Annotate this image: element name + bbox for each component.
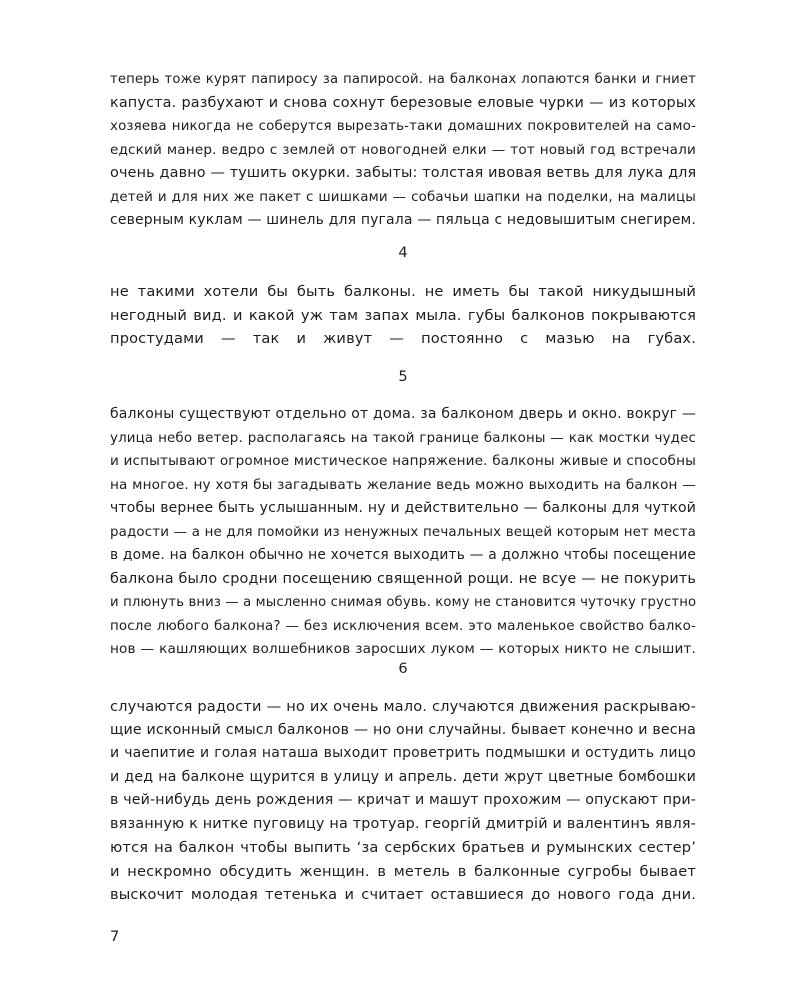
text-line: радости — а не для помойки из ненужных печальных вещей которым нет места [110,524,696,540]
text-line: и испытывают огромное мистическое напряжение. балконы живые и способны [110,453,696,469]
text-line: ются на балкон чтобы выпить ‘за сербских братьев и румынских сестер’ [110,839,696,856]
text-line: негодный вид. и какой уж там запах мыла. губы балконов покрываются [110,306,696,324]
text-line: случаются радости — но их очень мало. случаются движения раскрываю- [110,698,696,715]
text-line: улица небо ветер. располагаясь на такой границе балконы — как мостки чудес [110,430,696,446]
text-line: вязанную к нитке пуговицу на тротуар. георгiй дмитрiй и валентинъ явля- [110,815,696,832]
text-line: в доме. на балкон обычно не хочется выходить — а должно чтобы посещение [110,547,696,563]
text-line: капуста. разбухают и снова сохнут березовые еловые чурки — из которых [110,94,696,111]
text-line: едский манер. ведро с землей от новогодней елки — тот новый год встречали [110,141,696,158]
section-number: 4 [398,244,408,261]
text-line: нов — кашляющих волшебников заросших луком — которых никто не слышит. [110,641,696,657]
text-line: балкона было сродни посещению священной рощи. не всуе — не покурить [110,570,696,587]
section-number: 6 [398,660,408,677]
text-line: балконы существуют отдельно от дома. за балконом дверь и окно. вокруг — [110,406,696,422]
page-number: 7 [110,928,120,945]
text-line: и дед на балконе щурится в улицу и апрель. дети жрут цветные бомбошки [110,768,696,785]
text-line: простудами — так и живут — постоянно с мазью на губах. [110,330,696,347]
text-line: выскочит молодая тетенька и считает оставшиеся до нового года дни. [110,886,696,903]
paragraph-section-3 [110,68,696,233]
text-line: теперь тоже курят папиросу за папиросой. на балконах лопаются банки и гниет [110,72,696,87]
text-line: и чаепитие и голая наташа выходит проветрить подмышки и остудить лицо [110,745,696,761]
text-line: не такими хотели бы быть балконы. не иметь бы такой никудышный [110,283,696,300]
paragraph-section-6 [110,695,696,907]
text-line: детей и для них же пакет с шишками — собачьи шапки на поделки, на малицы [110,189,696,205]
text-line: и плюнуть вниз — а мысленно снимая обувь. кому не становится чуточку грустно [110,595,697,610]
text-line: в чей-нибудь день рождения — кричат и машут прохожим — опускают при- [110,792,696,808]
paragraph-section-4 [110,280,696,351]
text-line: чтобы вернее быть услышанным. ну и действительно — балконы для чуткой [110,500,696,516]
paragraph-section-5 [110,403,696,662]
text-line: и нескромно обсудить женщин. в метель в балконные сугробы бывает [110,862,696,880]
section-number: 5 [398,368,408,385]
text-line: после любого балкона? — без исключения всем. это маленькое свойство балко- [110,618,696,634]
text-line: щие исконный смысл балконов — но они случайны. бывает конечно и весна [110,721,696,738]
text-line: северным куклам — шинель для пугала — пяльца с недовышитым снегирем. [110,212,696,228]
text-line: очень давно — тушить окурки. забыты: толстая ивовая ветвь для лука для [110,165,697,181]
text-line: хозяева никогда не соберутся вырезать-таки домашних покровителей на само- [110,119,696,134]
text-line: на многое. ну хотя бы загадывать желание ведь можно выходить на балкон — [110,476,696,493]
